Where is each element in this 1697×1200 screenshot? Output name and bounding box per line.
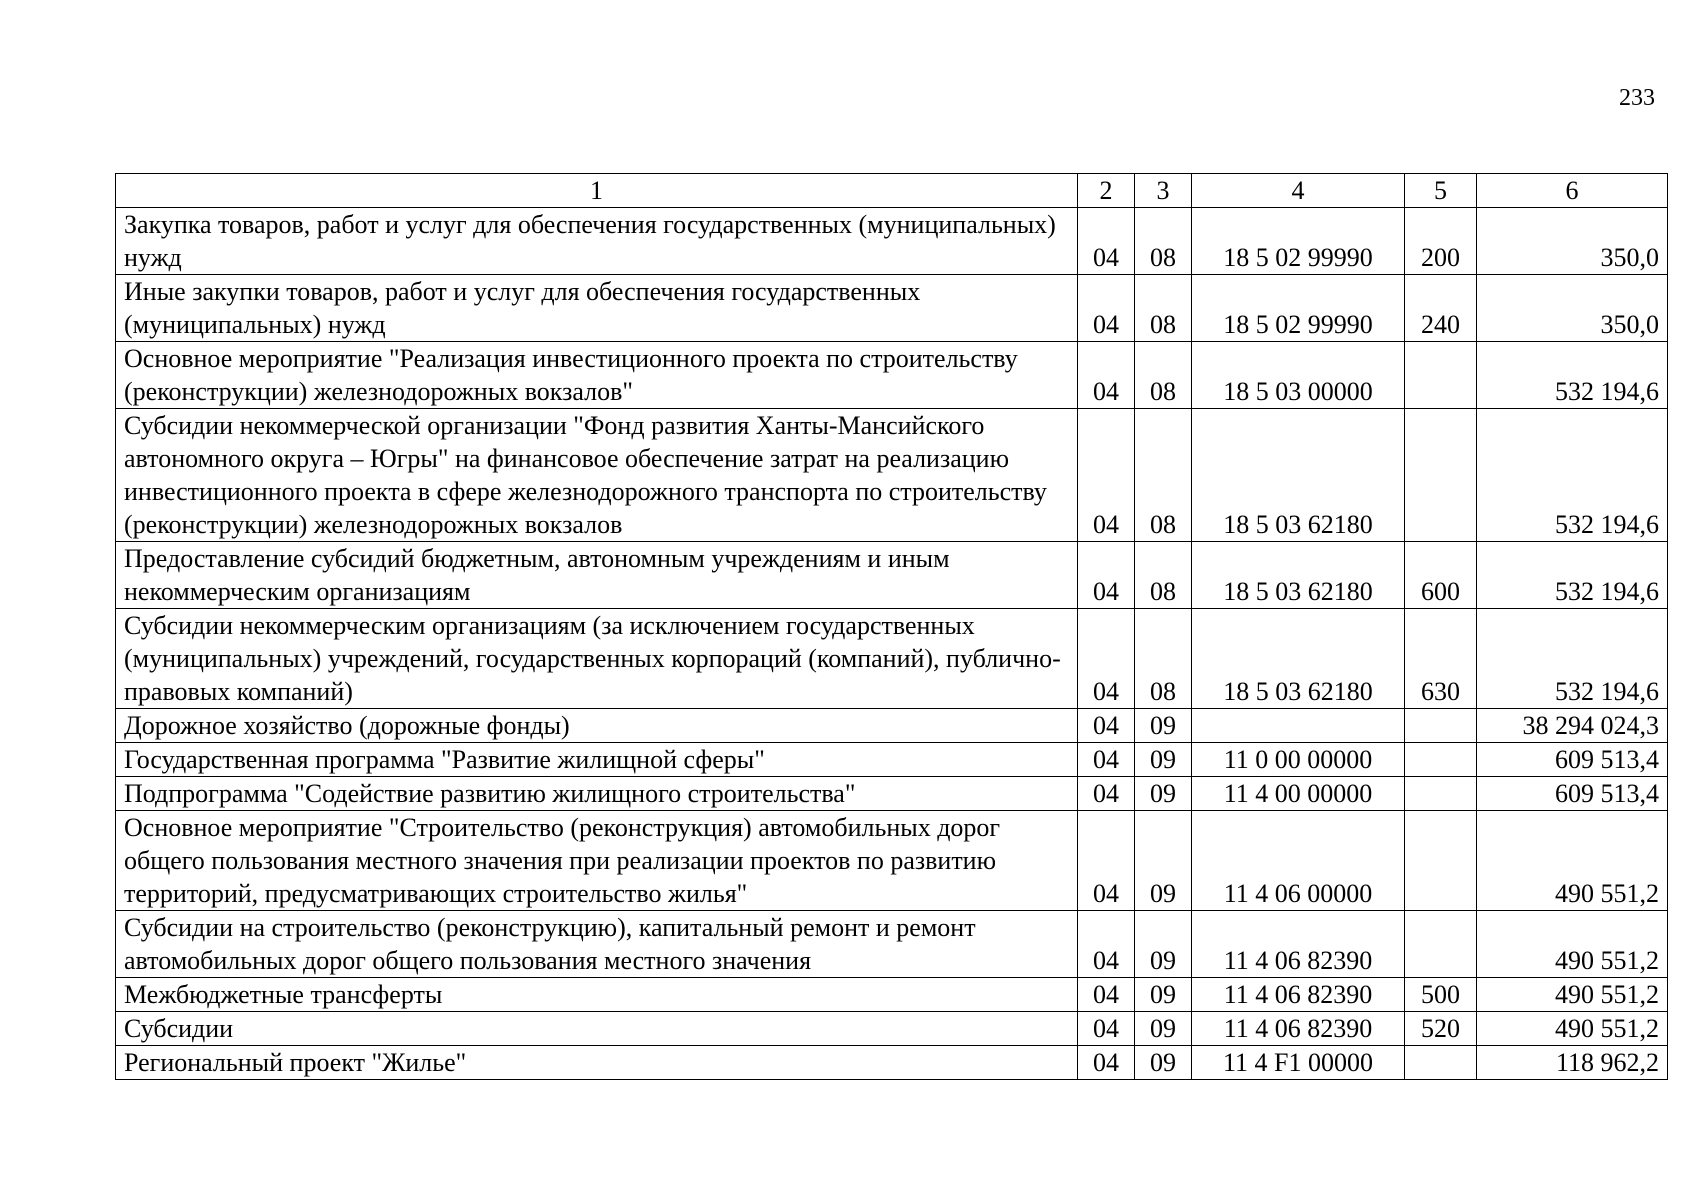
amount-cell: 38 294 024,3 xyxy=(1477,709,1668,743)
section-code-cell: 04 xyxy=(1078,609,1135,709)
row-name-cell: Региональный проект "Жилье" xyxy=(116,1046,1078,1080)
target-article-cell: 18 5 02 99990 xyxy=(1192,208,1405,275)
table-row xyxy=(116,978,1668,1012)
section-code-cell: 04 xyxy=(1078,709,1135,743)
subsection-code-cell: 09 xyxy=(1135,1046,1192,1080)
row-name-cell: Основное мероприятие "Реализация инвестиционного проекта по строительству (реконструкции) железнодорожных вокзалов" xyxy=(116,342,1078,409)
amount-cell: 490 551,2 xyxy=(1477,1012,1668,1046)
section-code-cell: 04 xyxy=(1078,342,1135,409)
table-row xyxy=(116,1046,1668,1080)
subsection-code-cell: 08 xyxy=(1135,542,1192,609)
amount-cell: 532 194,6 xyxy=(1477,409,1668,542)
column-header: 6 xyxy=(1477,174,1668,208)
subsection-code-cell: 08 xyxy=(1135,409,1192,542)
expense-type-cell xyxy=(1405,911,1477,978)
subsection-code-cell: 09 xyxy=(1135,709,1192,743)
section-code-cell: 04 xyxy=(1078,409,1135,542)
subsection-code-cell: 09 xyxy=(1135,1012,1192,1046)
target-article-cell: 11 4 06 82390 xyxy=(1192,1012,1405,1046)
row-name-cell: Субсидии на строительство (реконструкцию), капитальный ремонт и ремонт автомобильных дорог общего пользования местного значения xyxy=(116,911,1078,978)
row-name-cell: Субсидии xyxy=(116,1012,1078,1046)
section-code-cell: 04 xyxy=(1078,542,1135,609)
row-name-cell: Иные закупки товаров, работ и услуг для обеспечения государственных (муниципальных) нужд xyxy=(116,275,1078,342)
table-body xyxy=(116,208,1668,1080)
table-row xyxy=(116,542,1668,609)
amount-cell: 609 513,4 xyxy=(1477,743,1668,777)
expense-type-cell xyxy=(1405,342,1477,409)
expense-type-cell xyxy=(1405,743,1477,777)
target-article-cell: 11 4 06 82390 xyxy=(1192,911,1405,978)
amount-cell: 118 962,2 xyxy=(1477,1046,1668,1080)
table-row xyxy=(116,275,1668,342)
table-row xyxy=(116,342,1668,409)
section-code-cell: 04 xyxy=(1078,743,1135,777)
subsection-code-cell: 09 xyxy=(1135,978,1192,1012)
expense-type-cell xyxy=(1405,811,1477,911)
section-code-cell: 04 xyxy=(1078,911,1135,978)
row-name-cell: Подпрограмма "Содействие развитию жилищного строительства" xyxy=(116,777,1078,811)
amount-cell: 609 513,4 xyxy=(1477,777,1668,811)
column-header: 2 xyxy=(1078,174,1135,208)
table-header-row xyxy=(116,174,1668,208)
column-header: 1 xyxy=(116,174,1078,208)
row-name-cell: Основное мероприятие "Строительство (реконструкция) автомобильных дорог общего пользования местного значения при реализации проектов по развитию территорий, предусматривающих строительство жилья" xyxy=(116,811,1078,911)
target-article-cell: 11 4 F1 00000 xyxy=(1192,1046,1405,1080)
target-article-cell: 18 5 03 62180 xyxy=(1192,542,1405,609)
amount-cell: 350,0 xyxy=(1477,208,1668,275)
section-code-cell: 04 xyxy=(1078,1046,1135,1080)
target-article-cell: 11 4 06 00000 xyxy=(1192,811,1405,911)
subsection-code-cell: 09 xyxy=(1135,743,1192,777)
expense-type-cell xyxy=(1405,1046,1477,1080)
table-row xyxy=(116,1012,1668,1046)
column-header: 3 xyxy=(1135,174,1192,208)
table-row xyxy=(116,609,1668,709)
row-name-cell: Межбюджетные трансферты xyxy=(116,978,1078,1012)
subsection-code-cell: 09 xyxy=(1135,911,1192,978)
amount-cell: 490 551,2 xyxy=(1477,978,1668,1012)
amount-cell: 532 194,6 xyxy=(1477,609,1668,709)
section-code-cell: 04 xyxy=(1078,978,1135,1012)
expense-type-cell: 600 xyxy=(1405,542,1477,609)
subsection-code-cell: 08 xyxy=(1135,609,1192,709)
target-article-cell: 18 5 02 99990 xyxy=(1192,275,1405,342)
target-article-cell: 11 4 00 00000 xyxy=(1192,777,1405,811)
subsection-code-cell: 08 xyxy=(1135,208,1192,275)
table-row xyxy=(116,811,1668,911)
expense-type-cell xyxy=(1405,709,1477,743)
amount-cell: 532 194,6 xyxy=(1477,342,1668,409)
subsection-code-cell: 08 xyxy=(1135,342,1192,409)
row-name-cell: Государственная программа "Развитие жилищной сферы" xyxy=(116,743,1078,777)
subsection-code-cell: 09 xyxy=(1135,811,1192,911)
subsection-code-cell: 09 xyxy=(1135,777,1192,811)
table-row xyxy=(116,777,1668,811)
amount-cell: 490 551,2 xyxy=(1477,811,1668,911)
page-number: 233 xyxy=(1619,85,1655,111)
budget-table xyxy=(115,173,1668,1080)
amount-cell: 490 551,2 xyxy=(1477,911,1668,978)
section-code-cell: 04 xyxy=(1078,777,1135,811)
table-row xyxy=(116,208,1668,275)
table-row xyxy=(116,743,1668,777)
amount-cell: 350,0 xyxy=(1477,275,1668,342)
subsection-code-cell: 08 xyxy=(1135,275,1192,342)
target-article-cell: 18 5 03 62180 xyxy=(1192,609,1405,709)
table-row xyxy=(116,409,1668,542)
section-code-cell: 04 xyxy=(1078,208,1135,275)
row-name-cell: Субсидии некоммерческой организации "Фонд развития Ханты-Мансийского автономного округа – Югры" на финансовое обеспечение затрат на реализацию инвестиционного проекта в сфере железнодорожного транспорта по строительству (реконструкции) железнодорожных вокзалов xyxy=(116,409,1078,542)
expense-type-cell: 520 xyxy=(1405,1012,1477,1046)
expense-type-cell: 240 xyxy=(1405,275,1477,342)
row-name-cell: Субсидии некоммерческим организациям (за исключением государственных (муниципальных) учреждений, государственных корпораций (компаний), публично-правовых компаний) xyxy=(116,609,1078,709)
expense-type-cell: 200 xyxy=(1405,208,1477,275)
target-article-cell: 11 0 00 00000 xyxy=(1192,743,1405,777)
expense-type-cell xyxy=(1405,409,1477,542)
section-code-cell: 04 xyxy=(1078,275,1135,342)
table-row xyxy=(116,911,1668,978)
expense-type-cell: 500 xyxy=(1405,978,1477,1012)
target-article-cell: 11 4 06 82390 xyxy=(1192,978,1405,1012)
row-name-cell: Дорожное хозяйство (дорожные фонды) xyxy=(116,709,1078,743)
section-code-cell: 04 xyxy=(1078,1012,1135,1046)
row-name-cell: Закупка товаров, работ и услуг для обеспечения государственных (муниципальных) нужд xyxy=(116,208,1078,275)
column-header: 5 xyxy=(1405,174,1477,208)
target-article-cell xyxy=(1192,709,1405,743)
column-header: 4 xyxy=(1192,174,1405,208)
row-name-cell: Предоставление субсидий бюджетным, автономным учреждениям и иным некоммерческим организациям xyxy=(116,542,1078,609)
expense-type-cell xyxy=(1405,777,1477,811)
amount-cell: 532 194,6 xyxy=(1477,542,1668,609)
section-code-cell: 04 xyxy=(1078,811,1135,911)
expense-type-cell: 630 xyxy=(1405,609,1477,709)
target-article-cell: 18 5 03 00000 xyxy=(1192,342,1405,409)
target-article-cell: 18 5 03 62180 xyxy=(1192,409,1405,542)
table-row xyxy=(116,709,1668,743)
